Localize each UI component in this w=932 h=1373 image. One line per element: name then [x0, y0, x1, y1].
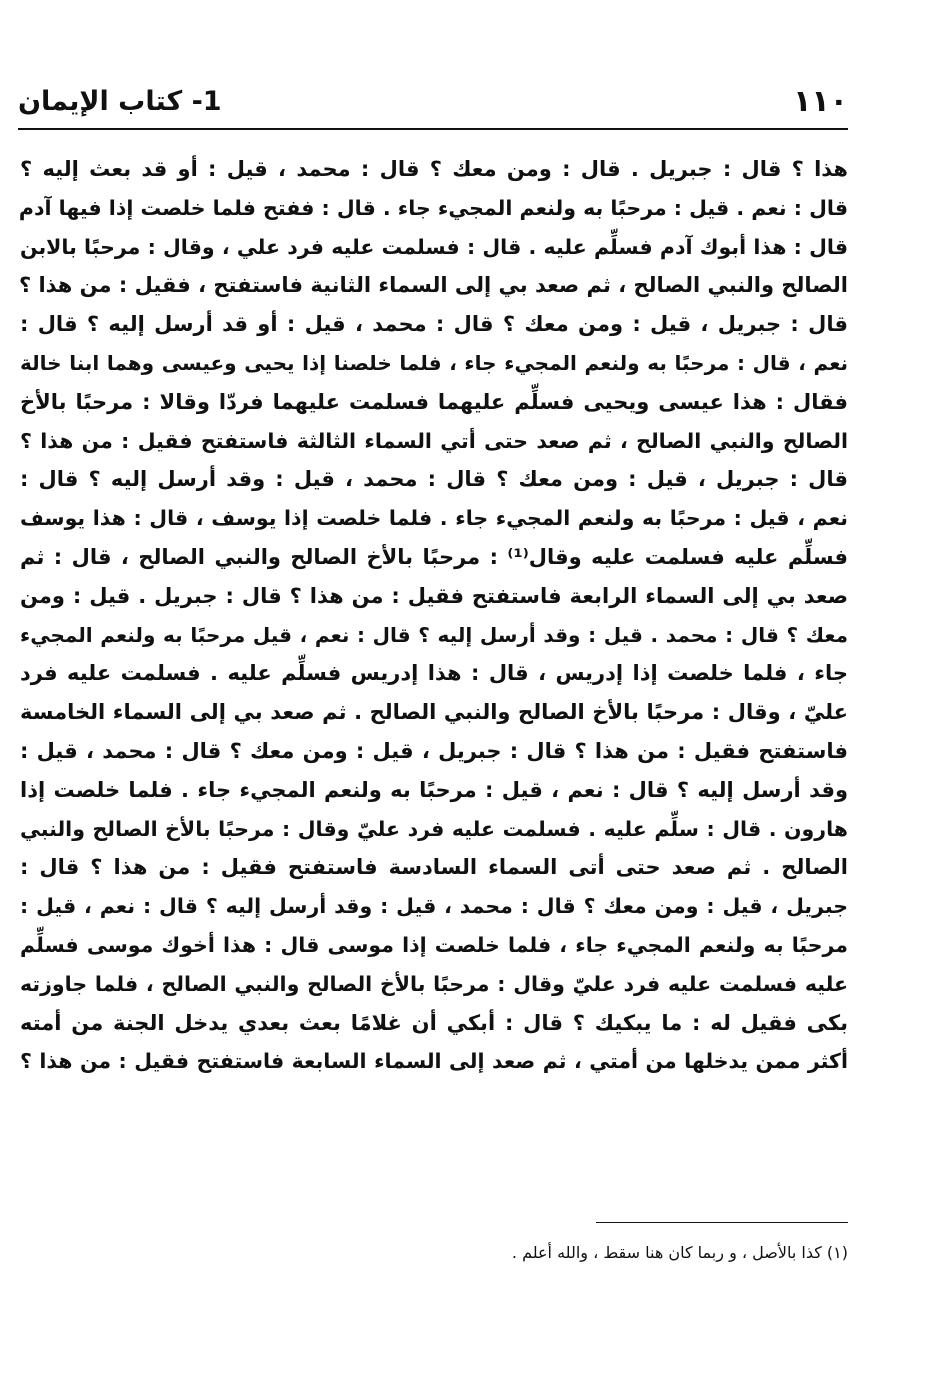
text-line: قال : جبريل ، قيل : ومن معك ؟ قال : محمد ، قيل : أو قد أرسل إليه ؟ قال :	[20, 312, 848, 337]
text-line: فسلِّم عليه فسلمت عليه وقال⁽¹⁾ : مرحبًا بالأخ الصالح والنبي الصالح ، قال : ثم	[20, 544, 848, 569]
text-line: وقد أرسل إليه ؟ قال : نعم ، قيل : مرحبًا به ولنعم المجيء جاء . فلما خلصت إذا	[20, 777, 848, 802]
text-line: معك ؟ قال : محمد . قيل : وقد أرسل إليه ؟ قال : نعم ، قيل مرحبًا به ولنعم المجيء	[20, 622, 848, 647]
running-header	[18, 82, 848, 130]
text-line: قال : نعم . قيل : مرحبًا به ولنعم المجيء جاء . قال : ففتح فلما خلصت إذا فيها آدم	[18, 195, 848, 220]
text-line: الصالح . ثم صعد حتى أتى السماء السادسة فاستفتح فقيل : من هذا ؟ قال :	[20, 855, 848, 880]
text-line: الصالح والنبي الصالح ، ثم صعد حتى أتي السماء الثالثة فاستفتح فقيل : من هذا ؟	[20, 428, 848, 453]
text-line: هارون . قال : سلِّم عليه . فسلمت عليه فرد عليّ وقال : مرحبًا بالأخ الصالح والنبي	[20, 816, 848, 841]
text-line: فاستفتح فقيل : من هذا ؟ قال : جبريل ، قيل : ومن معك ؟ قال : محمد ، قيل :	[20, 738, 848, 763]
body-text	[20, 150, 848, 1081]
text-line: هذا ؟ قال : جبريل . قال : ومن معك ؟ قال : محمد ، قيل : أو قد بعث إليه ؟	[20, 157, 848, 181]
text-line: عليّ ، وقال : مرحبًا بالأخ الصالح والنبي الصالح . ثم صعد بي إلى السماء الخامسة	[20, 700, 848, 725]
text-line: الصالح والنبي الصالح ، ثم صعد بي إلى السماء الثانية فاستفتح ، فقيل : من هذا ؟	[18, 273, 848, 298]
text-line: نعم ، قيل : مرحبًا به ولنعم المجيء جاء . فلما خلصت إذا يوسف ، قال : هذا يوسف	[20, 506, 848, 531]
page-number: ١١٠	[793, 84, 848, 119]
chapter-title: 1- كتاب الإيمان	[18, 86, 222, 117]
text-line: صعد بي إلى السماء الرابعة فاستفتح فقيل : من هذا ؟ قال : جبريل . قيل : ومن	[20, 583, 848, 608]
text-line: قال : هذا أبوك آدم فسلِّم عليه . قال : فسلمت عليه فرد علي ، وقال : مرحبًا بالابن	[20, 234, 848, 259]
text-line: بكى فقيل له : ما يبكيك ؟ قال : أبكي أن غلامًا بعث بعدي يدخل الجنة من أمته	[20, 1010, 848, 1035]
text-line: فقال : هذا عيسى ويحيى فسلِّم عليهما فسلمت عليهما فردّا وقالا : مرحبًا بالأخ	[20, 389, 848, 414]
text-line: أكثر ممن يدخلها من أمتي ، ثم صعد إلى السماء السابعة فاستفتح فقيل : من هذا ؟	[20, 1049, 848, 1074]
text-line: نعم ، قال : مرحبًا به ولنعم المجيء جاء ، فلما خلصنا إذا يحيى وعيسى وهما ابنا خالة	[20, 350, 848, 375]
text-line: مرحبًا به ولنعم المجيء جاء ، فلما خلصت إذا موسى قال : هذا أخوك موسى فسلِّم	[20, 932, 848, 957]
text-line: جبريل ، قيل : ومن معك ؟ قال : محمد ، قيل : وقد أرسل إليه ؟ قال : نعم ، قيل :	[20, 894, 848, 919]
footnote-divider	[596, 1222, 848, 1223]
text-line: عليه فسلمت عليه فرد عليّ وقال : مرحبًا بالأخ الصالح والنبي الصالح ، فلما جاوزته	[20, 971, 848, 996]
footnote: (١) كذا بالأصل ، و ربما كان هنا سقط ، والله أعلم .	[511, 1243, 848, 1262]
text-line: جاء ، فلما خلصت إذا إدريس ، قال : هذا إدريس فسلِّم عليه . فسلمت عليه فرد	[20, 661, 848, 686]
text-line: قال : جبريل ، قيل : ومن معك ؟ قال : محمد ، قيل : وقد أرسل إليه ؟ قال :	[20, 467, 848, 492]
